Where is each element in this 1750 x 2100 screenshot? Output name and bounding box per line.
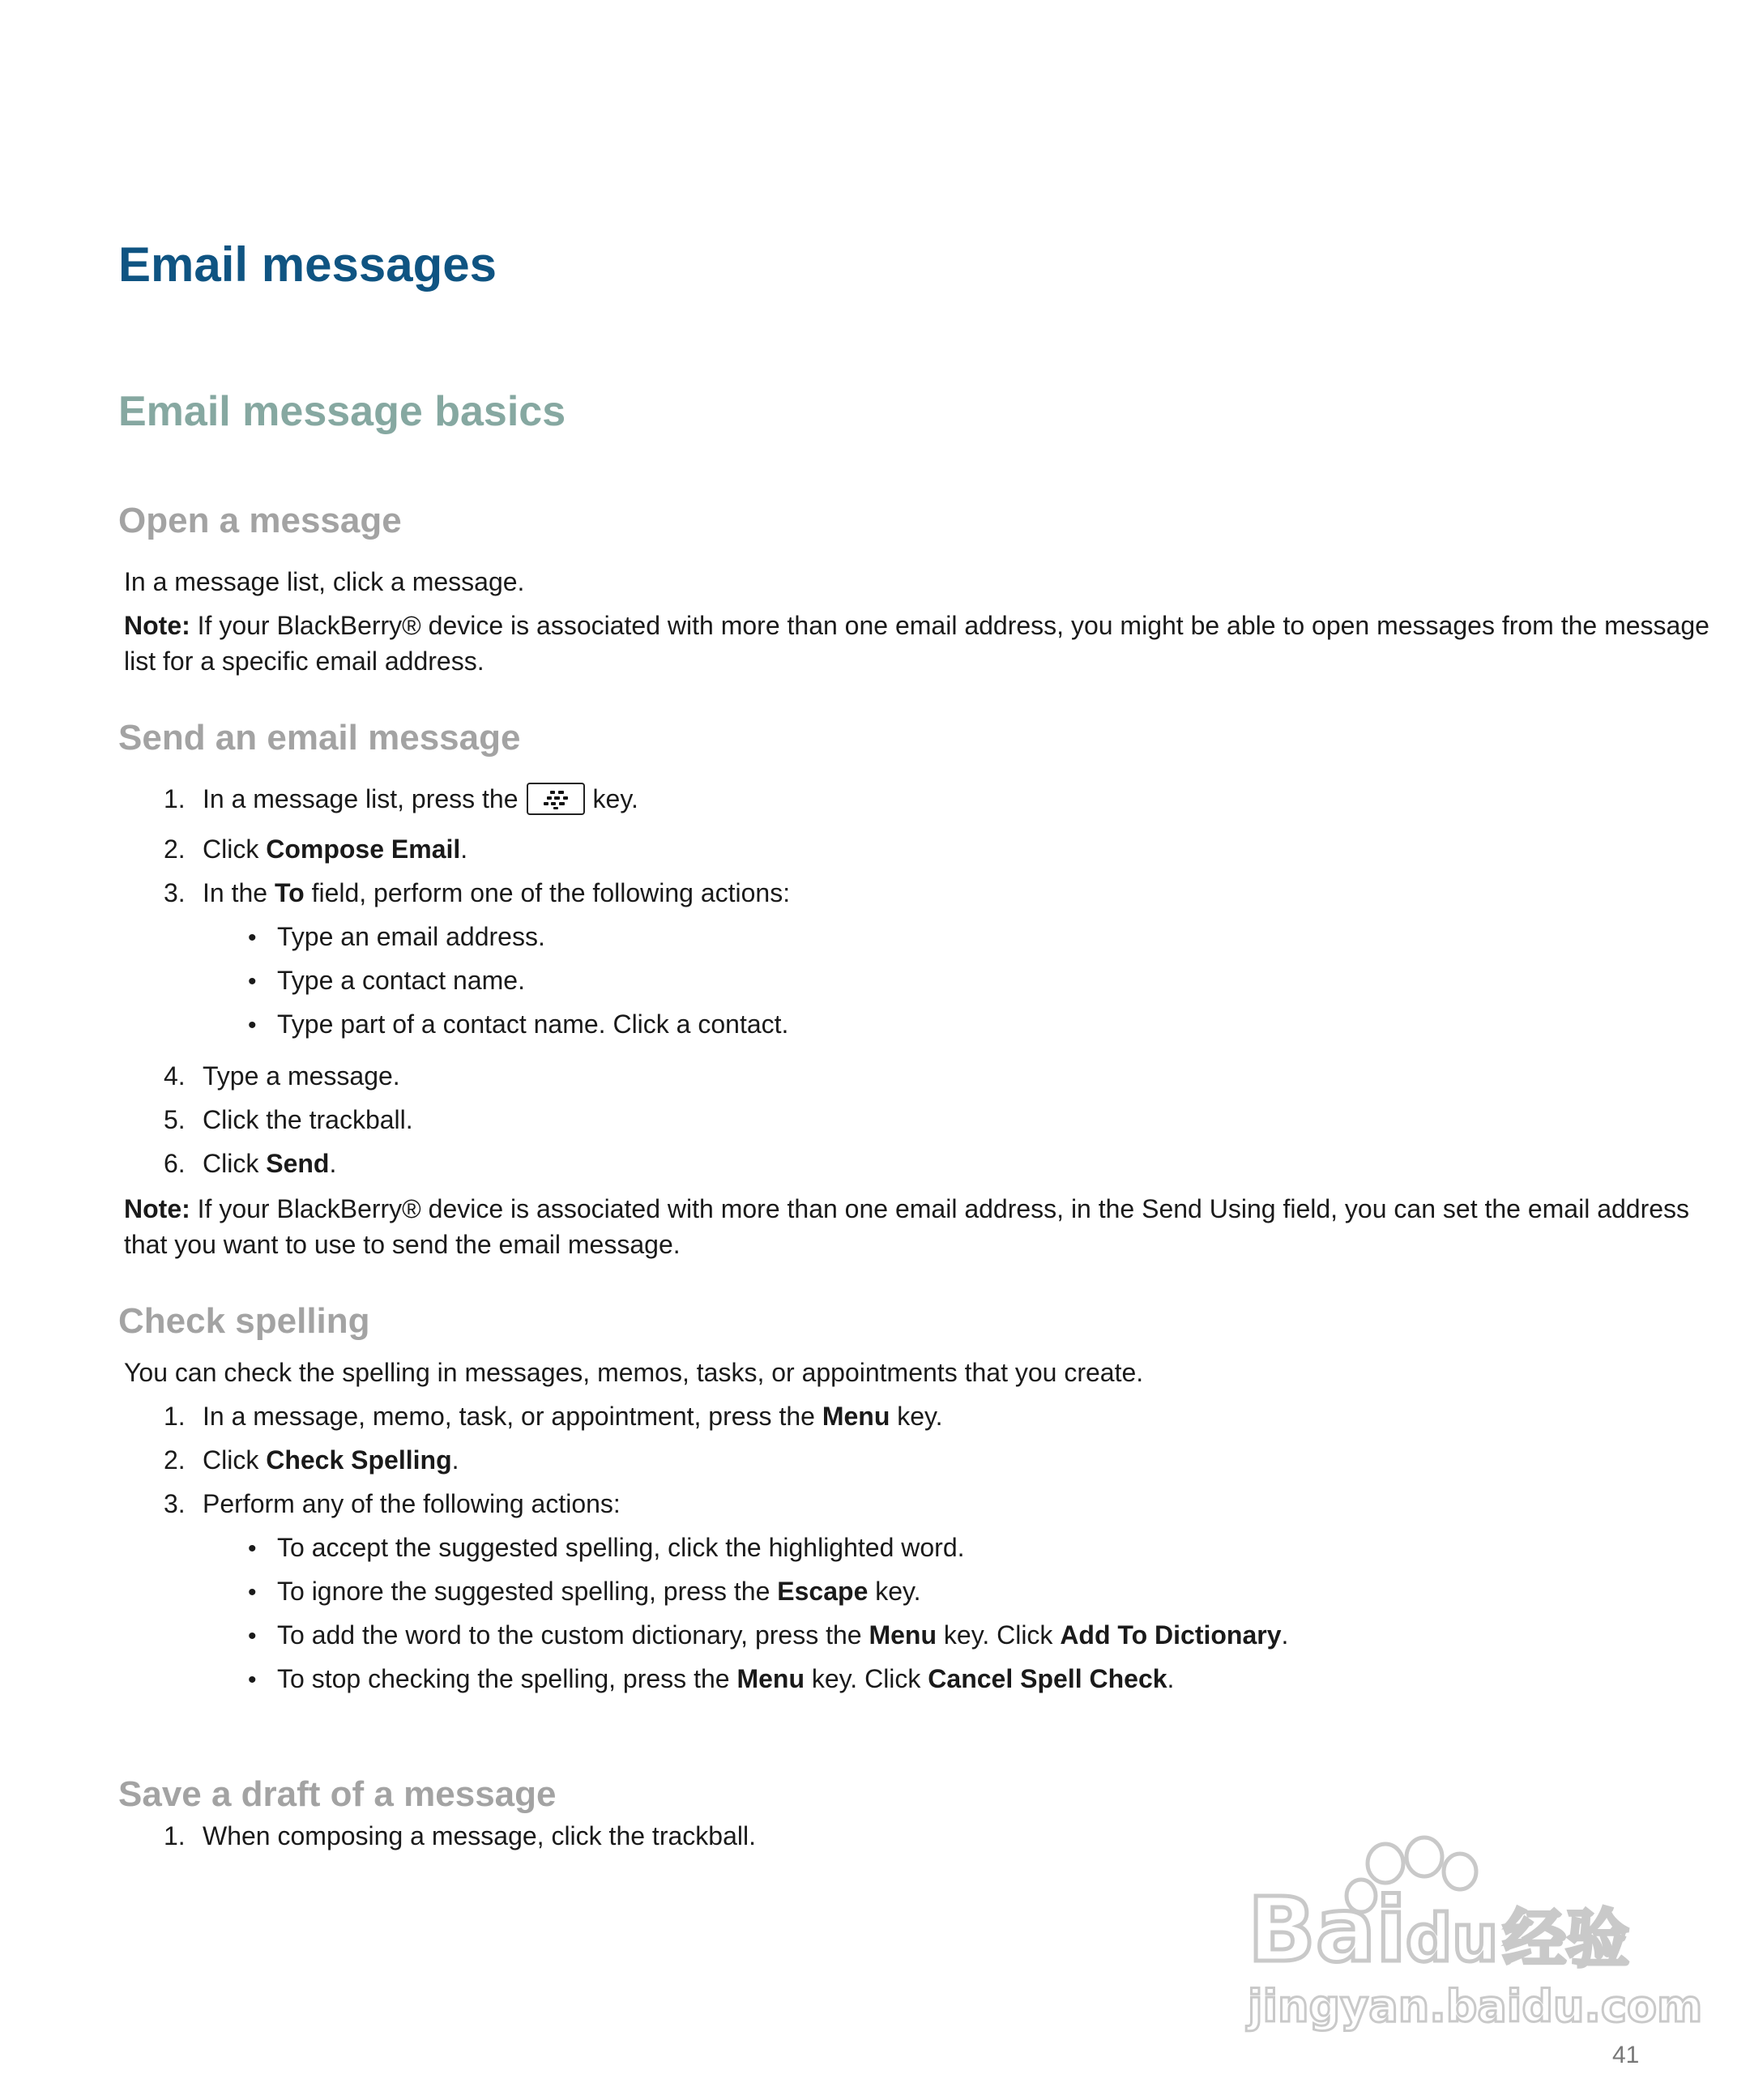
open-note-line2: list for a specific email address. (124, 647, 484, 676)
spell-step-1: 1. In a message, memo, task, or appointment, press the Menu key. (164, 1402, 943, 1431)
send-step-3: 3. In the To field, perform one of the following actions: (164, 878, 791, 907)
open-heading: Open a message (118, 501, 402, 540)
send-step-4: 4. Type a message. (164, 1061, 400, 1091)
page-number: 41 (1612, 2042, 1640, 2068)
draft-step-1: 1. When composing a message, click the trackball. (164, 1821, 756, 1850)
svg-text:du: du (1406, 1901, 1499, 1976)
send-step-6: 6. Click Send. (164, 1149, 337, 1178)
open-text: In a message list, click a message. (124, 567, 525, 596)
section-heading: Email message basics (118, 388, 566, 435)
send-heading: Send an email message (118, 718, 521, 758)
send-note-line1: Note: If your BlackBerry® device is associated with more than one email address, in the Send Using field, you can set the email address (124, 1194, 1690, 1223)
send-step-2: 2. Click Compose Email. (164, 834, 468, 864)
send-bullet-2: • Type a contact name. (248, 966, 525, 995)
spell-bullet-2: • To ignore the suggested spelling, press the Escape key. (248, 1577, 921, 1606)
send-step-1: 1. In a message list, press the key. (164, 781, 638, 817)
draft-heading: Save a draft of a message (118, 1774, 557, 1814)
open-note-line1: Note: If your BlackBerry® device is associated with more than one email address, you might be able to open messages from the message (124, 611, 1709, 640)
blackberry-menu-key-icon (527, 783, 585, 815)
svg-text:经验: 经验 (1503, 1903, 1630, 1976)
send-bullet-3: • Type part of a contact name. Click a contact. (248, 1009, 789, 1039)
page-title: Email messages (118, 237, 497, 292)
send-bullet-1: • Type an email address. (248, 922, 545, 951)
send-note-line2: that you want to use to send the email message. (124, 1230, 681, 1259)
spell-bullet-1: • To accept the suggested spelling, click the highlighted word. (248, 1533, 965, 1562)
spell-bullet-4: • To stop checking the spelling, press the Menu key. Click Cancel Spell Check. (248, 1664, 1175, 1693)
spell-intro: You can check the spelling in messages, memos, tasks, or appointments that you create. (124, 1358, 1144, 1387)
spell-step-3: 3. Perform any of the following actions: (164, 1489, 621, 1518)
send-step-5: 5. Click the trackball. (164, 1105, 413, 1134)
spell-bullet-3: • To add the word to the custom dictionary, press the Menu key. Click Add To Dictionary. (248, 1620, 1289, 1650)
svg-text:Bai: Bai (1248, 1878, 1406, 1982)
spell-step-2: 2. Click Check Spelling. (164, 1445, 459, 1475)
note-label: Note: (124, 611, 190, 640)
spell-heading: Check spelling (118, 1301, 370, 1341)
svg-text:jingyan.baidu.com: jingyan.baidu.com (1248, 1981, 1703, 2032)
baidu-jingyan-watermark (1248, 1839, 1703, 2042)
